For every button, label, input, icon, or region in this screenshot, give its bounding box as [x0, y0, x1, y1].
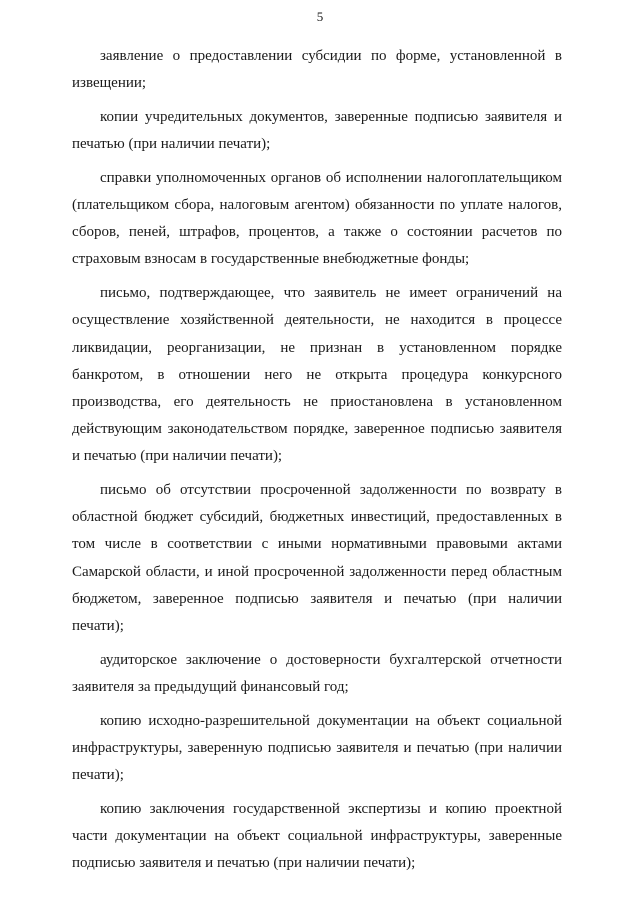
paragraph-tax-certificates: справки уполномоченных органов об исполнении налогоплательщиком (плательщиком сбора, налоговым агентом) обязанности по уплате налогов, сборов, пеней, штрафов, процентов, а также о состоянии расчетов по страховым взносам в государственные внебюджетные фонды;	[72, 169, 562, 268]
paragraph-permit-documentation: копию исходно-разрешительной документации на объект социальной инфраструктуры, заверенную подписью заявителя и печатью (при наличии печати);	[72, 712, 562, 784]
paragraph-state-expertise: копию заключения государственной экспертизы и копию проектной части документации на объект социальной инфраструктуры, заверенные подписью заявителя и печатью (при наличии печати);	[72, 800, 562, 872]
paragraph-no-restrictions-letter: письмо, подтверждающее, что заявитель не имеет ограничений на осуществление хозяйственной деятельности, не находится в процессе ликвидации, реорганизации, не признан в установленном порядке банкротом, в отношении него не открыта процедура конкурсного производства, его деятельность не приостановлена в установленном действующим законодательством порядке, заверенное подписью заявителя и печатью (при наличии печати);	[72, 285, 562, 465]
paragraph-application-form: заявление о предоставлении субсидии по форме, установленной в извещении;	[72, 48, 562, 92]
page-number: 5	[316, 9, 324, 24]
document-body	[72, 43, 562, 884]
paragraph-audit-report: аудиторское заключение о достоверности бухгалтерской отчетности заявителя за предыдущий финансовый год;	[72, 651, 562, 695]
paragraph-no-debt-letter: письмо об отсутствии просроченной задолженности по возврату в областной бюджет субсидий, бюджетных инвестиций, предоставленных в том числе в соответствии с иными нормативными правовыми актами Самарской области, и иной просроченной задолженности перед областным бюджетом, заверенное подписью заявителя и печатью (при наличии печати);	[72, 482, 562, 635]
paragraph-founding-documents: копии учредительных документов, заверенные подписью заявителя и печатью (при наличии печати);	[72, 108, 562, 153]
